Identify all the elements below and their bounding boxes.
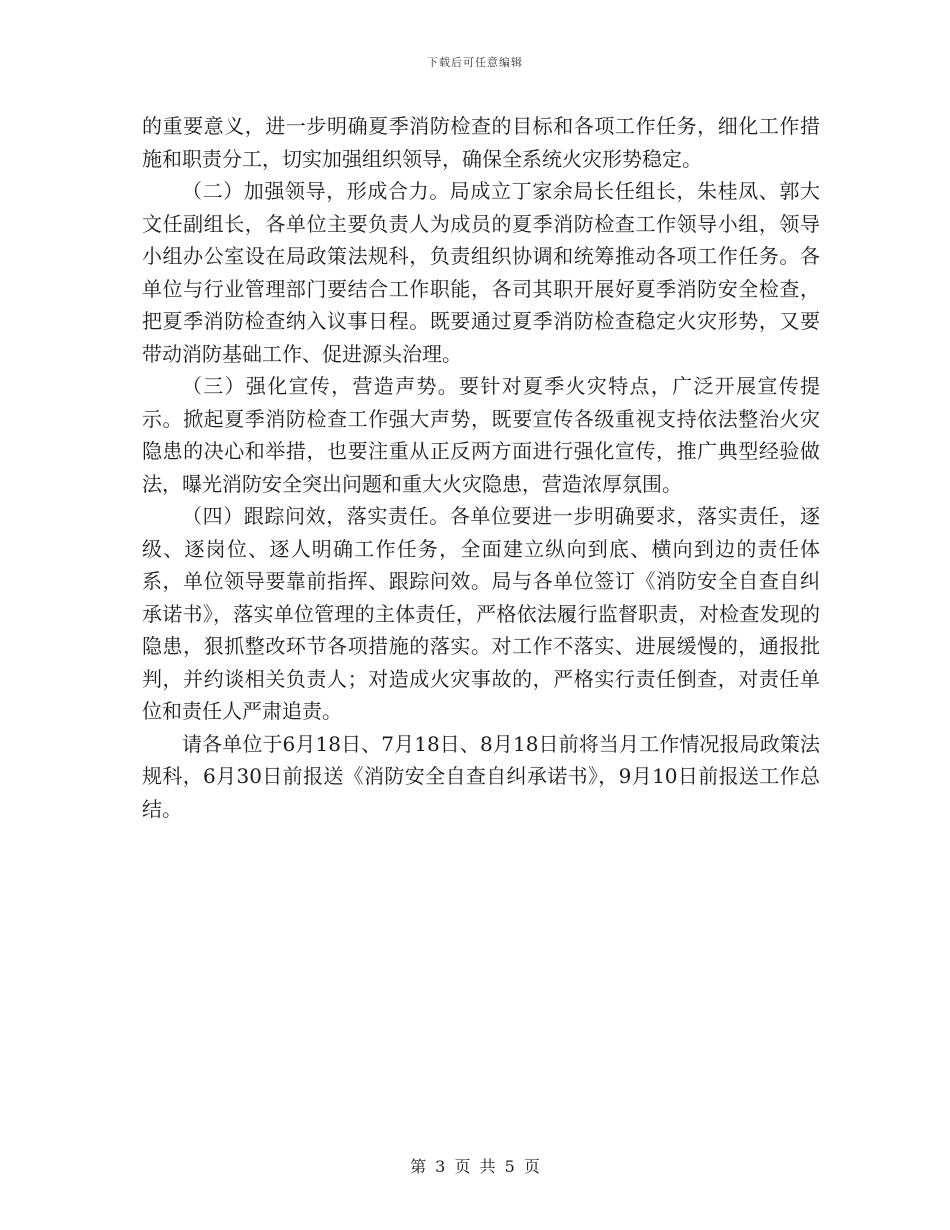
- paragraph-reporting: 请各单位于6月18日、7月18日、8月18日前将当月工作情况报局政策法规科，6月30日前报送《消防安全自查自纠承诺书》，9月10日前报送工作总结。: [142, 731, 820, 821]
- paragraph-accountability: （四）跟踪问效，落实责任。各单位要进一步明确要求，落实责任，逐级、逐岗位、逐人明确工作任务，全面建立纵向到底、横向到边的责任体系，单位领导要靠前指挥、跟踪问效。局与各单位签订《消防安全自查自纠承诺书》，落实单位管理的主体责任，严格依法履行监督职责，对检查发现的隐患，狠抓整改环节各项措施的落实。对工作不落实、进展缓慢的，通报批判，并约谈相关负责人；对造成火灾事故的，严格实行责任倒查，对责任单位和责任人严肃追责。: [142, 504, 820, 723]
- paragraph-leadership: （二）加强领导，形成合力。局成立丁家余局长任组长，朱桂凤、郭大文任副组长，各单位主要负责人为成员的夏季消防检查工作领导小组，领导小组办公室设在局政策法规科，负责组织协调和统筹推动各项工作任务。各单位与行业管理部门要结合工作职能，各司其职开展好夏季消防安全检查，把夏季消防检查纳入议事日程。既要通过夏季消防检查稳定火灾形势，又要带动消防基础工作、促进源头治理。: [142, 179, 820, 366]
- paragraph-publicity: （三）强化宣传，营造声势。要针对夏季火灾特点，广泛开展宣传提示。掀起夏季消防检查工作强大声势，既要宣传各级重视支持依法整治火灾隐患的决心和举措，也要注重从正反两方面进行强化宣传，推广典型经验做法，曝光消防安全突出问题和重大火灾隐患，营造浓厚氛围。: [142, 374, 820, 496]
- paragraph-continuation: 的重要意义，进一步明确夏季消防检查的目标和各项工作任务，细化工作措施和职责分工，切实加强组织领导，确保全系统火灾形势稳定。: [142, 114, 820, 171]
- page-header: 下载后可任意编辑: [427, 56, 523, 69]
- page-number: 第 3 页 共 5 页: [410, 1157, 540, 1176]
- document-body: [142, 110, 820, 825]
